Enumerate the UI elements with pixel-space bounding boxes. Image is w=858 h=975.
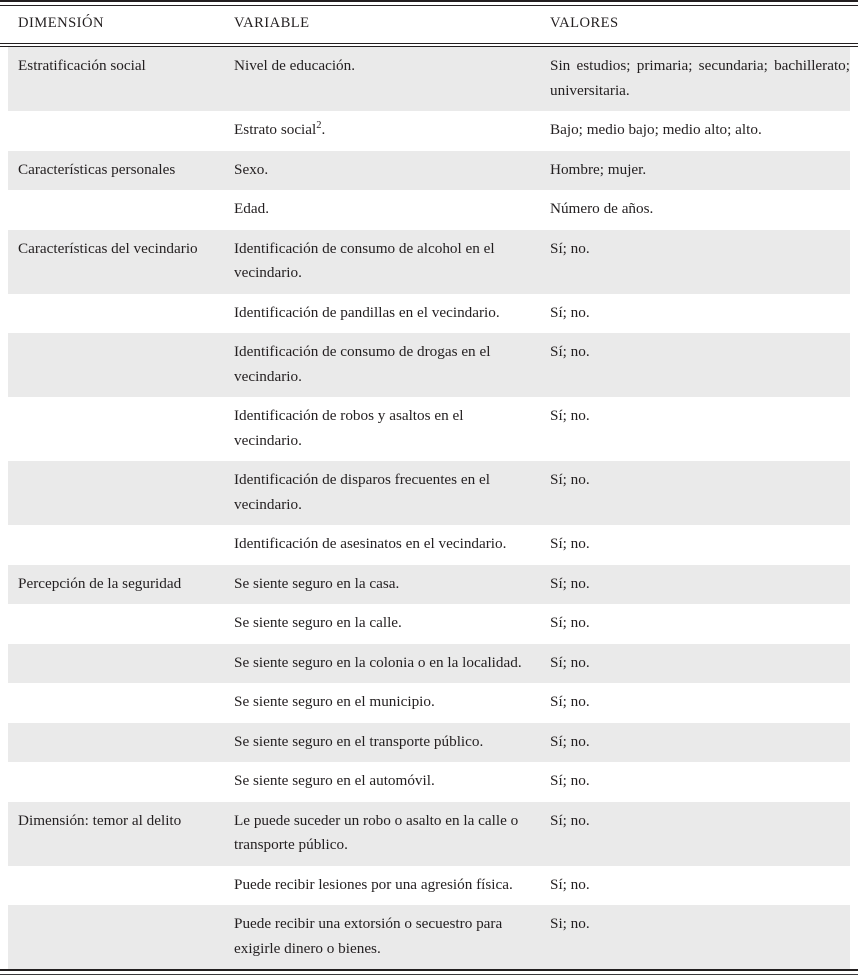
table-row	[0, 565, 858, 605]
table-row	[0, 866, 858, 906]
cell-valores: Sí; no.	[550, 230, 858, 294]
cell-variable: Se siente seguro en el municipio.	[234, 693, 435, 710]
cell-valores: Sí; no.	[550, 333, 858, 397]
table-row	[0, 644, 858, 684]
cell-valores: Sí; no.	[550, 802, 858, 866]
cell-variable: Identificación de pandillas en el vecindario.	[234, 303, 500, 321]
valores-text: Sin estudios; primaria; secundaria; bachillerato; universitaria.	[550, 57, 850, 99]
cell-dimension	[0, 525, 234, 565]
cell-valores: Sí; no.	[550, 693, 590, 710]
table-row	[0, 905, 858, 969]
variable-text-tail: .	[321, 121, 326, 138]
table-row	[0, 230, 858, 294]
cell-valores: Sí; no.	[550, 535, 590, 552]
cell-valores: Sí; no.	[550, 875, 590, 893]
column-header-dimension: DIMENSIÓN	[18, 15, 104, 31]
cell-variable: Le puede suceder un robo o asalto en la calle o transporte público.	[234, 802, 550, 866]
cell-valores: Si; no.	[550, 905, 858, 969]
table-row	[0, 151, 858, 191]
cell-variable: Edad.	[234, 200, 270, 217]
cell-valores: Sí; no.	[550, 565, 858, 605]
cell-valores: Sí; no.	[550, 723, 858, 763]
table-row	[0, 683, 858, 723]
cell-variable: Puede recibir lesiones por una agresión física.	[234, 875, 513, 893]
column-header-variable: VARIABLE	[234, 15, 310, 31]
cell-valores: Bajo; medio bajo; medio alto; alto.	[550, 121, 762, 138]
cell-valores: Sí; no.	[550, 772, 590, 789]
cell-dimension: Percepción de la seguridad	[0, 565, 234, 605]
cell-valores: Sí; no.	[550, 461, 858, 525]
cell-dimension	[0, 190, 234, 230]
cell-variable: Identificación de robos y asaltos en el vecindario.	[234, 407, 464, 449]
column-header-valores: VALORES	[550, 15, 619, 31]
table-row	[0, 190, 858, 230]
table-row	[0, 294, 858, 334]
cell-valores: Número de años.	[550, 200, 654, 217]
table-row	[0, 525, 858, 565]
cell-variable: Identificación de asesinatos en el vecindario.	[234, 535, 507, 552]
cell-dimension	[0, 905, 234, 969]
cell-valores	[550, 47, 858, 111]
cell-variable: Sexo.	[234, 151, 550, 191]
table-footer	[0, 969, 858, 975]
table-row	[0, 461, 858, 525]
cell-dimension	[0, 604, 234, 644]
bottom-rule	[0, 969, 858, 975]
cell-valores: Sí; no.	[550, 614, 590, 631]
cell-variable: Puede recibir una extorsión o secuestro para exigirle dinero o bienes.	[234, 905, 550, 969]
cell-dimension: Características personales	[0, 151, 234, 191]
cell-dimension	[0, 866, 234, 906]
cell-dimension	[0, 111, 234, 151]
footnote-marker: 2	[316, 119, 322, 131]
cell-dimension	[0, 294, 234, 334]
variable-text: Estrato social	[234, 121, 317, 138]
cell-variable: Se siente seguro en la colonia o en la localidad.	[234, 644, 550, 684]
header-row	[0, 6, 858, 43]
cell-valores: Sí; no.	[550, 303, 590, 321]
cell-variable: Nivel de educación.	[234, 47, 550, 111]
cell-valores: Hombre; mujer.	[550, 151, 858, 191]
table-body	[0, 47, 858, 969]
table-row	[0, 723, 858, 763]
cell-valores: Sí; no.	[550, 644, 858, 684]
table-header	[0, 0, 858, 47]
cell-dimension	[0, 644, 234, 684]
cell-variable: Identificación de consumo de drogas en el vecindario.	[234, 333, 550, 397]
cell-valores: Sí; no.	[550, 407, 590, 424]
table-row	[0, 802, 858, 866]
cell-dimension	[0, 461, 234, 525]
cell-dimension: Características del vecindario	[0, 230, 234, 294]
cell-dimension	[0, 333, 234, 397]
cell-variable: Identificación de disparos frecuentes en el vecindario.	[234, 461, 550, 525]
cell-dimension	[0, 762, 234, 802]
bottom-rule-row	[0, 969, 858, 975]
cell-variable: Se siente seguro en el transporte público.	[234, 723, 550, 763]
cell-dimension	[0, 723, 234, 763]
table-row	[0, 604, 858, 644]
table-row	[0, 111, 858, 151]
table-row	[0, 397, 858, 461]
cell-variable: Se siente seguro en la casa.	[234, 565, 550, 605]
cell-dimension	[0, 683, 234, 723]
cell-variable: Se siente seguro en el automóvil.	[234, 772, 435, 789]
table-row	[0, 762, 858, 802]
cell-dimension: Estratificación social	[0, 47, 234, 111]
table-row	[0, 47, 858, 111]
cell-variable: Identificación de consumo de alcohol en el vecindario.	[234, 230, 550, 294]
cell-variable: Se siente seguro en la calle.	[234, 614, 402, 631]
cell-dimension: Dimensión: temor al delito	[0, 802, 234, 866]
cell-variable	[234, 111, 550, 151]
table-row	[0, 333, 858, 397]
cell-dimension	[0, 397, 234, 461]
